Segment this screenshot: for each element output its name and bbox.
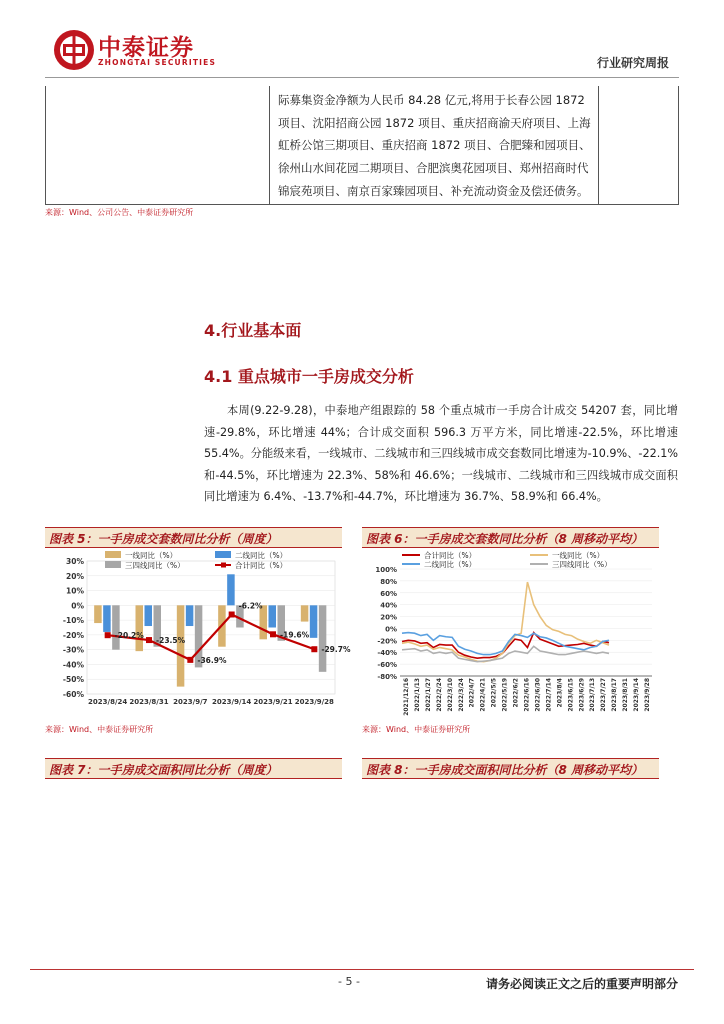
report-type: 行业研究周报 xyxy=(596,56,669,70)
x-tick-label: 2022/5/19 xyxy=(501,678,509,712)
figure-6-title: 图表 6：一手房成交套数同比分析（8 周移动平均） xyxy=(366,532,644,546)
bar xyxy=(310,605,318,638)
bar xyxy=(301,605,309,621)
chart-weekly-units-yoy xyxy=(45,549,351,710)
legend-label: 合计同比（%） xyxy=(235,561,288,570)
x-tick-label: 2023/9/21 xyxy=(253,698,293,706)
bar xyxy=(186,605,194,626)
y-tick-label: -50% xyxy=(62,675,84,685)
legend-label: 合计同比（%） xyxy=(424,551,477,560)
x-tick-label: 2022/1/27 xyxy=(424,678,432,712)
y-tick-label: 20% xyxy=(380,613,397,622)
y-tick-label: -40% xyxy=(377,649,397,658)
figure-8-title-bar xyxy=(362,758,659,779)
table-source: 来源：Wind、公司公告、中泰证券研究所 xyxy=(45,208,194,217)
y-tick-label: 10% xyxy=(66,586,84,596)
x-tick-label: 2022/1/13 xyxy=(413,678,421,712)
y-tick-label: -60% xyxy=(377,661,397,670)
logo-subtitle: ZHONGTAI SECURITIES xyxy=(98,58,217,67)
y-tick-label: -30% xyxy=(62,645,84,655)
y-tick-label: 0% xyxy=(385,625,397,634)
x-tick-label: 2023/8/17 xyxy=(611,678,619,712)
y-tick-label: -20% xyxy=(377,637,397,646)
x-tick-label: 2022/7/14 xyxy=(545,678,553,712)
figure-7-title: 图表 7：一手房成交面积同比分析（周度） xyxy=(49,763,278,777)
figure-5-title: 图表 5：一手房成交套数同比分析（周度） xyxy=(49,532,278,546)
legend-label: 一线同比（%） xyxy=(552,551,605,560)
figure-6-title-bar xyxy=(362,527,659,548)
y-tick-label: -20% xyxy=(62,630,84,640)
data-label: -23.5% xyxy=(156,636,186,646)
plot-area xyxy=(400,569,652,676)
data-label: -19.6% xyxy=(280,630,310,640)
y-tick-label: 40% xyxy=(380,601,397,610)
y-tick-label: 100% xyxy=(375,566,397,574)
legend-label: 一线同比（%） xyxy=(125,551,178,560)
bar xyxy=(177,605,185,686)
bar xyxy=(227,574,235,605)
bar xyxy=(145,605,153,626)
company-logo xyxy=(52,28,96,72)
legend-label: 二线同比（%） xyxy=(235,551,288,560)
x-tick-label: 2023/6/15 xyxy=(567,678,575,712)
x-tick-label: 2023/9/14 xyxy=(633,678,641,712)
legend-label: 三四线同比（%） xyxy=(552,560,612,569)
x-tick-label: 2022/3/24 xyxy=(457,678,465,712)
x-tick-label: 2023/8/24 xyxy=(88,698,128,706)
legend-swatch-marker xyxy=(221,563,226,568)
x-tick-label: 2023/7/27 xyxy=(600,678,608,712)
x-tick-label: 2022/5/5 xyxy=(490,678,498,708)
x-tick-label: 2023/8/31 xyxy=(129,698,169,706)
x-tick-label: 2023/8/31 xyxy=(622,678,630,712)
x-tick-label: 2022/4/7 xyxy=(468,678,476,708)
figure-7-title-bar xyxy=(45,758,342,779)
legend-label: 三四线同比（%） xyxy=(125,561,185,570)
header-divider xyxy=(45,77,679,78)
figure-5-title-bar xyxy=(45,527,342,548)
table-cell-text: 际募集资金净额为人民币 84.28 亿元,将用于长春公园 1872 项目、沈阳招商公园 1872 项目、重庆招商渝天府项目、上海虹桥公馆三期项目、重庆招商 1872 项目、合肥臻和园项目、徐州山水间花园二期项目、合肥滨奥花园项目、郑州招商时代锦宸苑项目、南京百家臻园项目、补充流动资金及偿还债务。 xyxy=(278,93,591,198)
data-label: -6.2% xyxy=(238,601,263,611)
legend-swatch xyxy=(105,551,121,558)
y-tick-label: 80% xyxy=(380,577,397,586)
x-tick-label: 2023/9/14 xyxy=(212,698,252,706)
y-tick-label: -10% xyxy=(62,616,84,626)
footer-divider xyxy=(30,969,694,970)
y-tick-label: 0% xyxy=(71,601,84,611)
bar xyxy=(136,605,144,651)
y-tick-label: 20% xyxy=(66,571,84,581)
x-tick-label: 2023/7/13 xyxy=(589,678,597,712)
line-marker xyxy=(311,646,317,652)
subsection-title: 4.1 重点城市一手房成交分析 xyxy=(204,367,414,386)
line-marker xyxy=(187,657,193,663)
legend-swatch xyxy=(215,551,231,558)
chart-8wk-ma-units-yoy xyxy=(362,549,659,714)
x-tick-label: 2023/9/28 xyxy=(644,678,652,712)
figure-6-source: 来源：Wind、中泰证券研究所 xyxy=(362,725,471,734)
x-tick-label: 2022/3/10 xyxy=(446,678,454,712)
data-label: -29.7% xyxy=(321,645,351,655)
legend-label: 二线同比（%） xyxy=(424,560,477,569)
x-tick-label: 2022/4/21 xyxy=(479,678,487,712)
plot-area xyxy=(87,561,335,694)
x-tick-label: 2023/9/7 xyxy=(173,698,208,706)
y-tick-label: -40% xyxy=(62,660,84,670)
x-tick-label: 2021/12/16 xyxy=(402,678,410,716)
data-label: -20.2% xyxy=(114,631,144,641)
y-tick-label: 30% xyxy=(66,557,84,566)
body-paragraph: 本周(9.22-9.28)，中泰地产组跟踪的 58 个重点城市一手房合计成交 54207 套，同比增速-29.8%，环比增速 44%；合计成交面积 596.3 万平方米，同比增速-22.5%，环比增速 55.4%。分能级来看，一线城市、二线城市和三四线城市成交套数同比增速为-10.9%、-22.1%和-44.5%，环比增速为 22.3%、58%和 46.6%；一线城市、二线城市和三四线城市成交面积同比增速为 6.4%、-13.7%和-44.7%，环比增速为 36.7%、58.9%和 66.4%。 xyxy=(204,404,678,504)
x-tick-label: 2023/8/4 xyxy=(556,678,564,708)
x-tick-label: 2023/6/29 xyxy=(578,678,586,712)
bar xyxy=(112,605,120,649)
bar xyxy=(269,605,277,627)
section-title: 4.行业基本面 xyxy=(204,321,302,340)
data-label: -36.9% xyxy=(197,655,227,665)
x-tick-label: 2022/6/30 xyxy=(534,678,542,712)
y-tick-label: -60% xyxy=(62,690,84,699)
x-tick-label: 2023/9/28 xyxy=(294,698,334,706)
y-tick-label: 60% xyxy=(380,589,397,598)
figure-5-source: 来源：Wind、中泰证券研究所 xyxy=(45,725,154,734)
line-marker xyxy=(270,631,276,637)
legend-swatch xyxy=(105,561,121,568)
line-marker xyxy=(229,611,235,617)
line-marker xyxy=(146,637,152,643)
y-tick-label: -80% xyxy=(377,673,397,681)
bar xyxy=(103,605,111,632)
line-marker xyxy=(105,632,111,638)
logo-name: 中泰证券 xyxy=(98,34,194,61)
footer-disclaimer: 请务必阅读正文之后的重要声明部分 xyxy=(485,977,678,991)
x-tick-label: 2022/2/24 xyxy=(435,678,443,712)
bar xyxy=(94,605,102,623)
bar xyxy=(319,605,327,672)
x-tick-label: 2022/6/16 xyxy=(523,678,531,712)
page-number: - 5 - xyxy=(338,975,360,988)
x-tick-label: 2022/6/2 xyxy=(512,678,520,708)
figure-8-title: 图表 8：一手房成交面积同比分析（8 周移动平均） xyxy=(366,763,644,777)
